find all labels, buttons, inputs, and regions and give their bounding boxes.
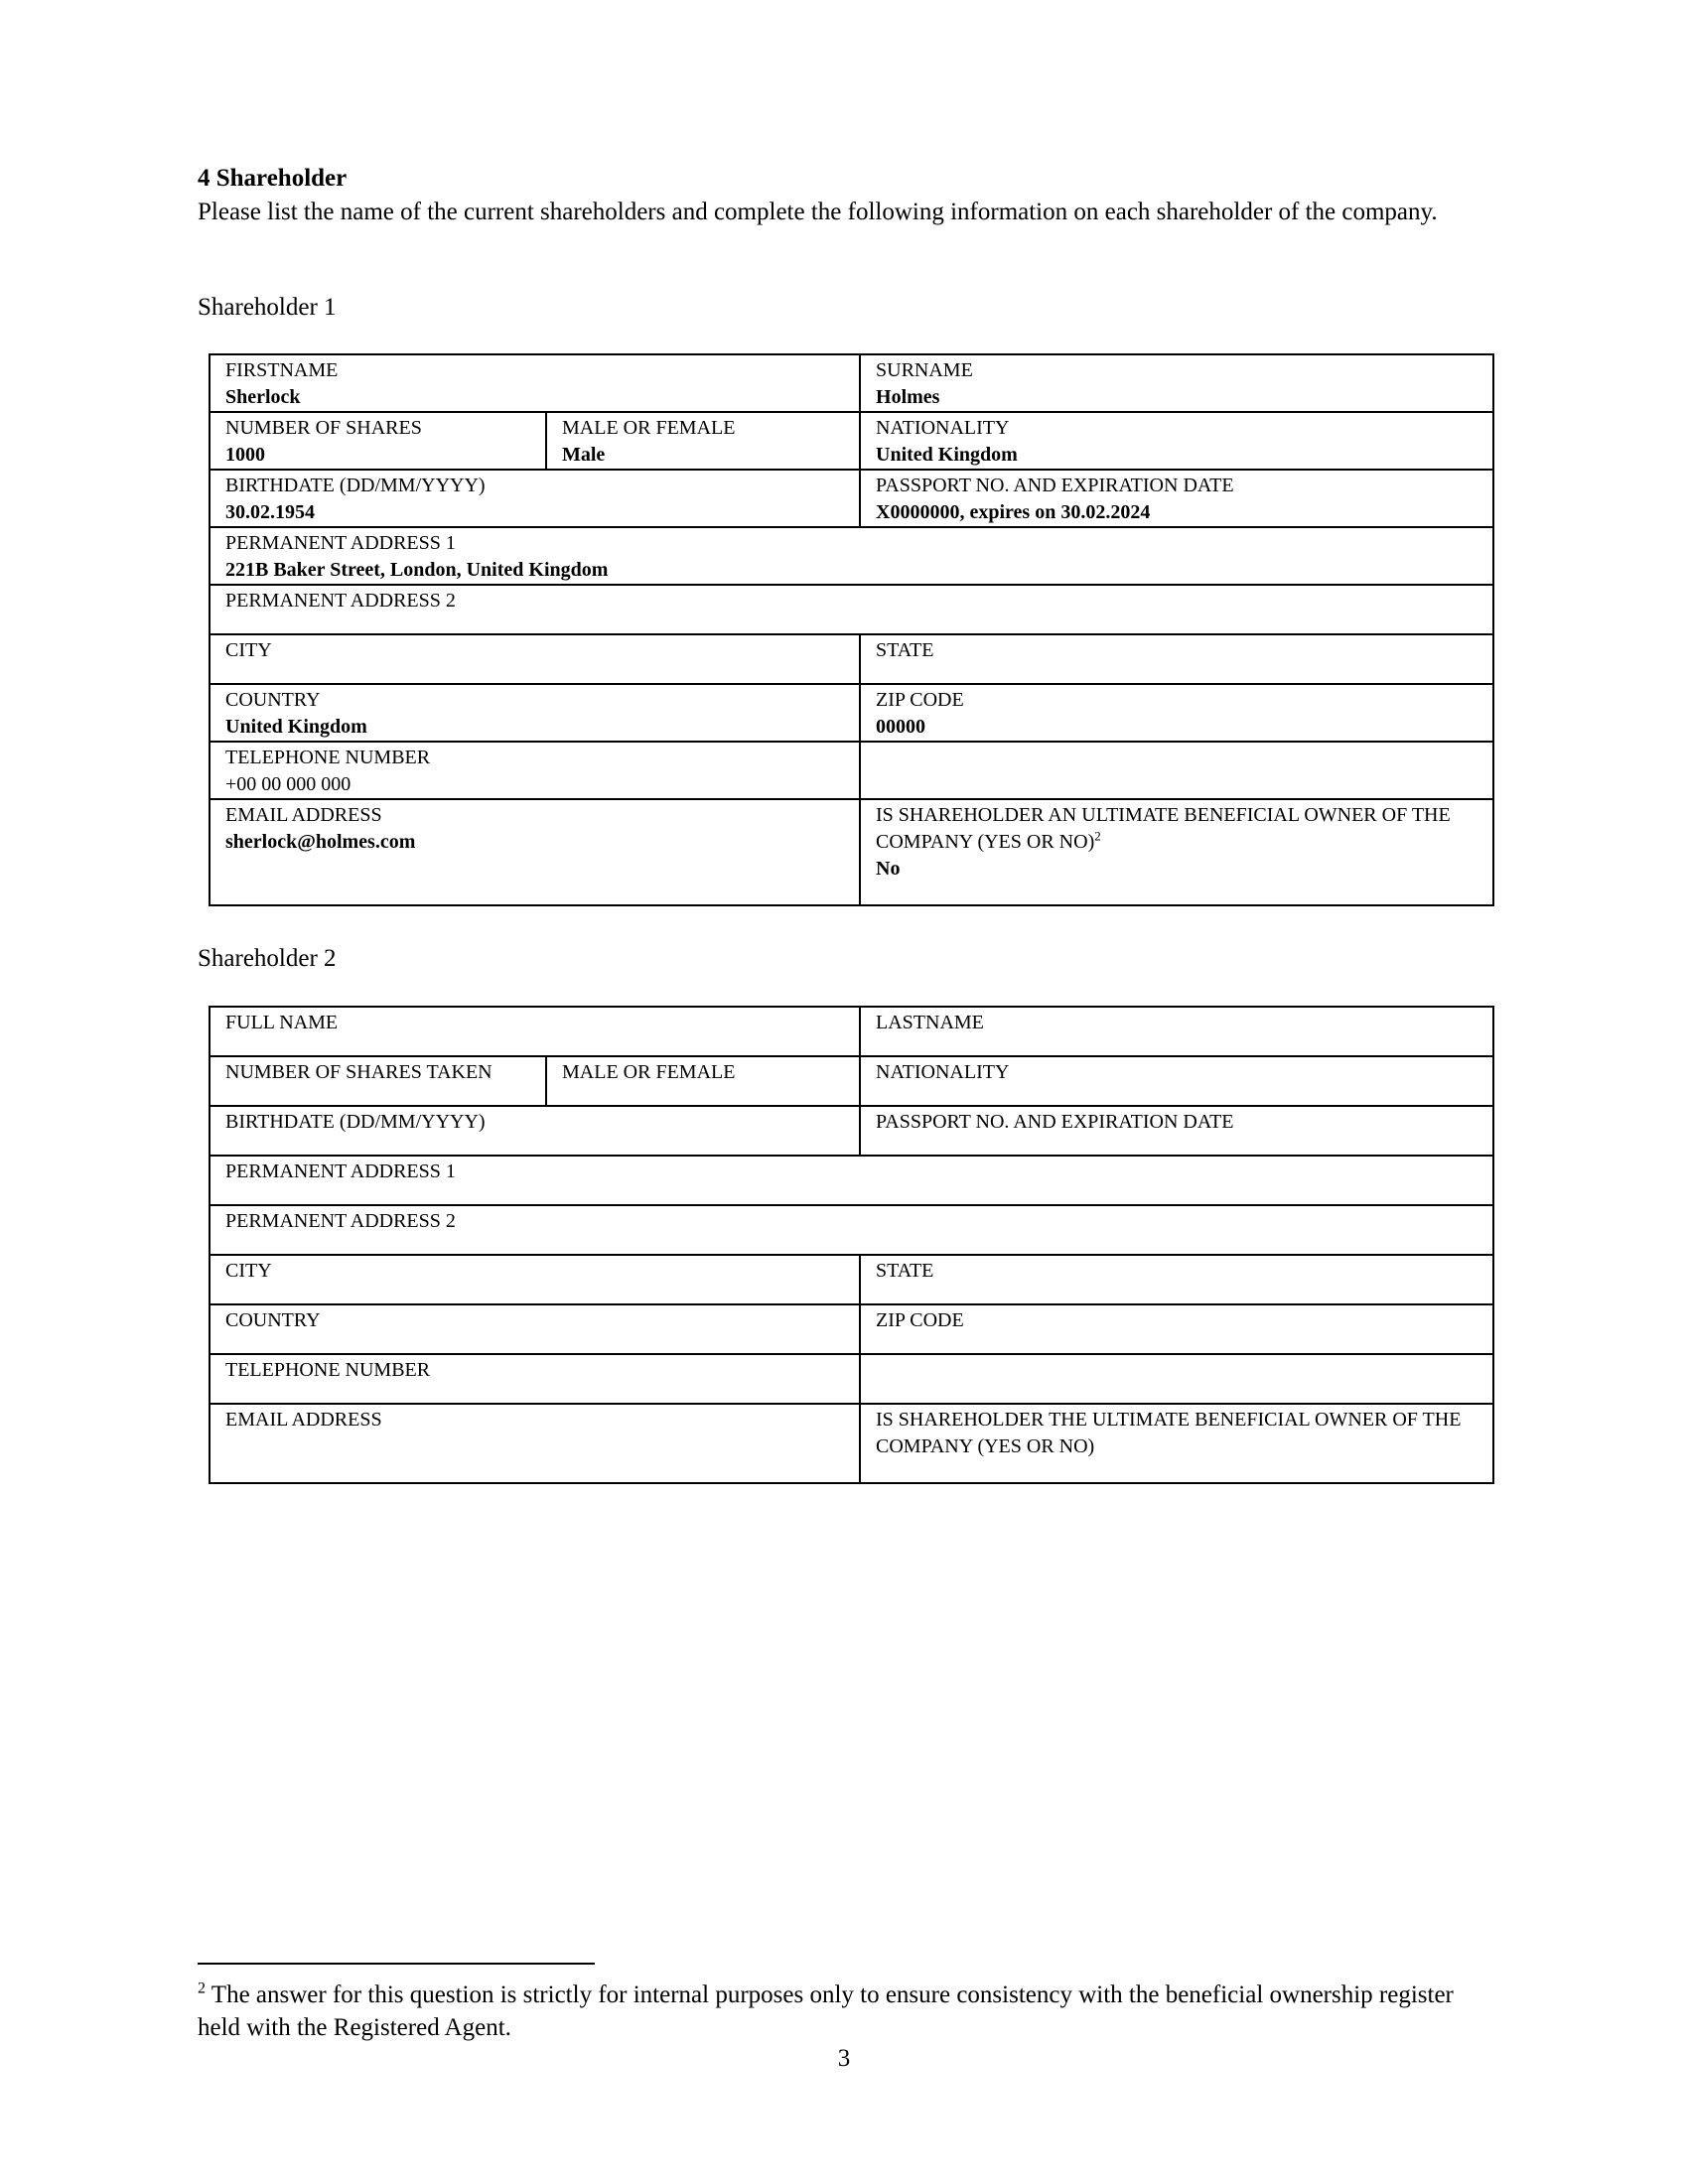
nationality-cell[interactable] bbox=[860, 412, 1493, 470]
phone-label: TELEPHONE NUMBER bbox=[225, 747, 431, 768]
ubo-label: IS SHAREHOLDER AN ULTIMATE BENEFICIAL OWNER OF THE COMPANY (YES OR NO) bbox=[876, 804, 1451, 853]
city-cell[interactable] bbox=[210, 1255, 860, 1304]
country-cell[interactable] bbox=[210, 1304, 860, 1354]
section-heading: 4 Shareholder bbox=[198, 165, 348, 192]
email-value: sherlock@holmes.com bbox=[225, 831, 416, 853]
phone-label: TELEPHONE NUMBER bbox=[225, 1359, 431, 1381]
state-cell[interactable] bbox=[860, 1255, 1493, 1304]
phone-cell[interactable] bbox=[210, 1354, 860, 1404]
nationality-cell[interactable] bbox=[860, 1056, 1493, 1106]
email-cell[interactable] bbox=[210, 1404, 860, 1483]
firstname-value: Sherlock bbox=[225, 386, 301, 408]
shareholder-2-form bbox=[209, 1006, 1494, 1484]
table-row bbox=[210, 1205, 1493, 1255]
lastname-cell[interactable] bbox=[860, 1007, 1493, 1056]
footnote-marker: 2 bbox=[198, 1979, 206, 1997]
passport-cell[interactable] bbox=[860, 470, 1493, 527]
table-row bbox=[210, 1304, 1493, 1354]
shareholder-1-form bbox=[209, 353, 1494, 906]
birthdate-cell[interactable] bbox=[210, 1106, 860, 1156]
gender-value: Male bbox=[562, 444, 606, 466]
state-label: STATE bbox=[876, 1260, 934, 1282]
city-label: CITY bbox=[225, 1260, 272, 1282]
footnote bbox=[198, 1979, 1488, 2044]
country-label: COUNTRY bbox=[225, 1309, 321, 1331]
email-label: EMAIL ADDRESS bbox=[225, 1409, 382, 1431]
shares-cell[interactable] bbox=[210, 1056, 546, 1106]
shareholder-2-label: Shareholder 2 bbox=[198, 945, 337, 972]
table-row bbox=[210, 1354, 1493, 1404]
shares-cell[interactable] bbox=[210, 412, 546, 470]
birthdate-value: 30.02.1954 bbox=[225, 501, 315, 523]
surname-value: Holmes bbox=[876, 386, 940, 408]
address1-value: 221B Baker Street, London, United Kingdom bbox=[225, 559, 609, 581]
table-row bbox=[210, 527, 1493, 585]
gender-cell[interactable] bbox=[546, 1056, 860, 1106]
lastname-label: LASTNAME bbox=[876, 1012, 984, 1033]
nationality-value: United Kingdom bbox=[876, 444, 1018, 466]
table-row bbox=[210, 412, 1493, 470]
footnote-text: The answer for this question is strictly for internal purposes only to ensure consistency with the beneficial ownership register held with the Registered Agent. bbox=[198, 1981, 1454, 2041]
shareholder-1-label: Shareholder 1 bbox=[198, 294, 337, 321]
ubo-label-wrap bbox=[876, 802, 1492, 856]
ubo-label: IS SHAREHOLDER THE ULTIMATE BENEFICIAL OWNER OF THE COMPANY (YES OR NO) bbox=[876, 1409, 1462, 1457]
nationality-label: NATIONALITY bbox=[876, 417, 1010, 439]
birthdate-label: BIRTHDATE (DD/MM/YYYY) bbox=[225, 1111, 486, 1133]
table-row bbox=[210, 684, 1493, 742]
footnote-divider bbox=[198, 1963, 595, 1965]
address1-cell[interactable] bbox=[210, 1156, 1493, 1205]
zip-value: 00000 bbox=[876, 716, 926, 738]
ubo-value: No bbox=[876, 858, 901, 880]
nationality-label: NATIONALITY bbox=[876, 1061, 1010, 1083]
table-row bbox=[210, 470, 1493, 527]
zip-cell[interactable] bbox=[860, 684, 1493, 742]
section-intro: Please list the name of the current shareholders and complete the following information on each shareholder of the company. bbox=[198, 199, 1438, 225]
table-row bbox=[210, 742, 1493, 799]
address2-cell[interactable] bbox=[210, 585, 1493, 634]
gender-label: MALE OR FEMALE bbox=[562, 417, 736, 439]
birthdate-cell[interactable] bbox=[210, 470, 860, 527]
passport-label: PASSPORT NO. AND EXPIRATION DATE bbox=[876, 1111, 1234, 1133]
address1-label: PERMANENT ADDRESS 1 bbox=[225, 1160, 456, 1182]
fullname-cell[interactable] bbox=[210, 1007, 860, 1056]
city-cell[interactable] bbox=[210, 634, 860, 684]
table-row bbox=[210, 1106, 1493, 1156]
table-row bbox=[210, 1007, 1493, 1056]
state-cell[interactable] bbox=[860, 634, 1493, 684]
shares-value: 1000 bbox=[225, 444, 265, 466]
firstname-cell[interactable] bbox=[210, 354, 860, 412]
passport-label: PASSPORT NO. AND EXPIRATION DATE bbox=[876, 475, 1234, 496]
empty-cell bbox=[860, 742, 1493, 799]
table-row bbox=[210, 1156, 1493, 1205]
table-row bbox=[210, 799, 1493, 905]
birthdate-label: BIRTHDATE (DD/MM/YYYY) bbox=[225, 475, 486, 496]
email-label: EMAIL ADDRESS bbox=[225, 804, 382, 826]
surname-label: SURNAME bbox=[876, 359, 973, 381]
shares-label: NUMBER OF SHARES bbox=[225, 417, 422, 439]
address2-label: PERMANENT ADDRESS 2 bbox=[225, 590, 456, 612]
empty-cell bbox=[860, 1354, 1493, 1404]
fullname-label: FULL NAME bbox=[225, 1012, 339, 1033]
ubo-footnote-ref[interactable]: 2 bbox=[1094, 828, 1101, 844]
zip-label: ZIP CODE bbox=[876, 689, 964, 711]
country-label: COUNTRY bbox=[225, 689, 321, 711]
city-label: CITY bbox=[225, 639, 272, 661]
ubo-cell[interactable] bbox=[860, 799, 1493, 905]
country-value: United Kingdom bbox=[225, 716, 367, 738]
address2-label: PERMANENT ADDRESS 2 bbox=[225, 1210, 456, 1232]
gender-label: MALE OR FEMALE bbox=[562, 1061, 736, 1083]
zip-label: ZIP CODE bbox=[876, 1309, 964, 1331]
address2-cell[interactable] bbox=[210, 1205, 1493, 1255]
address1-cell[interactable] bbox=[210, 527, 1493, 585]
table-row bbox=[210, 354, 1493, 412]
zip-cell[interactable] bbox=[860, 1304, 1493, 1354]
address1-label: PERMANENT ADDRESS 1 bbox=[225, 532, 456, 554]
table-row bbox=[210, 585, 1493, 634]
country-cell[interactable] bbox=[210, 684, 860, 742]
passport-cell[interactable] bbox=[860, 1106, 1493, 1156]
table-row bbox=[210, 1404, 1493, 1483]
passport-value: X0000000, expires on 30.02.2024 bbox=[876, 501, 1151, 523]
table-row bbox=[210, 1255, 1493, 1304]
gender-cell[interactable] bbox=[546, 412, 860, 470]
shares-label: NUMBER OF SHARES TAKEN bbox=[225, 1061, 492, 1083]
table-row bbox=[210, 634, 1493, 684]
firstname-label: FIRSTNAME bbox=[225, 359, 339, 381]
state-label: STATE bbox=[876, 639, 934, 661]
ubo-cell[interactable] bbox=[860, 1404, 1493, 1483]
email-cell[interactable] bbox=[210, 799, 860, 905]
phone-cell[interactable] bbox=[210, 742, 860, 799]
table-row bbox=[210, 1056, 1493, 1106]
phone-value: +00 00 000 000 bbox=[225, 773, 352, 795]
surname-cell[interactable] bbox=[860, 354, 1493, 412]
page-number: 3 bbox=[837, 2045, 851, 2072]
